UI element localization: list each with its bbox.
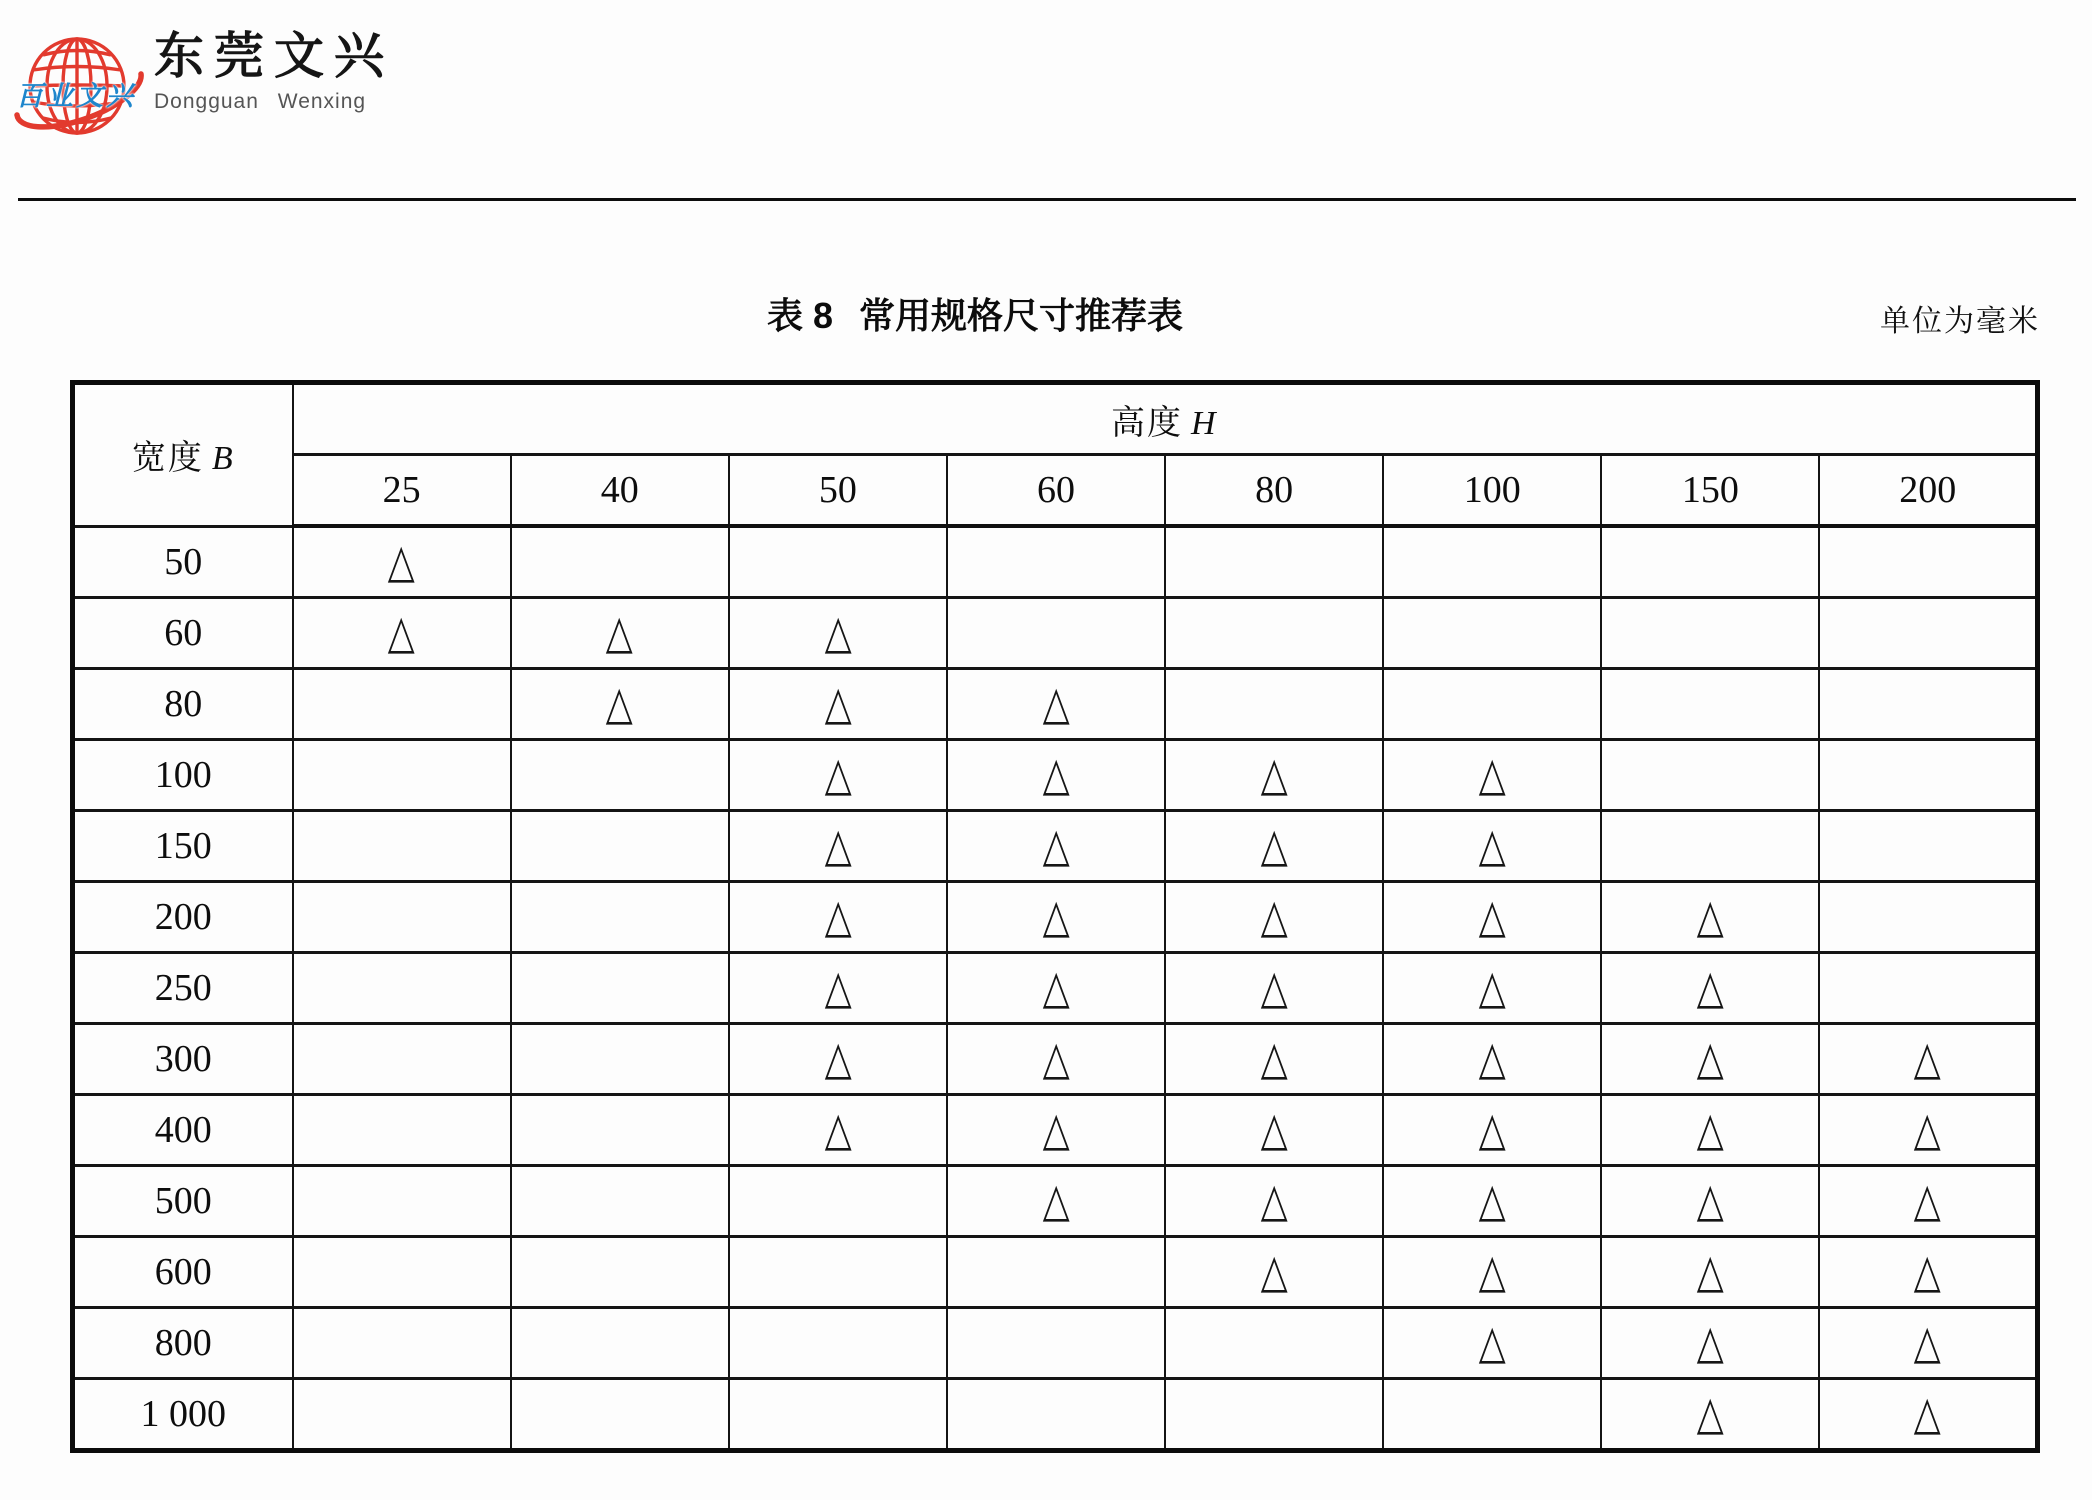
cell-marked [1165, 1095, 1383, 1166]
triangle-marker-icon: △ [1914, 1314, 1942, 1370]
cell-empty [293, 1024, 511, 1095]
triangle-marker-icon: △ [1260, 888, 1288, 944]
cell-marked [1165, 1237, 1383, 1308]
triangle-marker-icon: △ [824, 1030, 852, 1086]
triangle-marker-icon: △ [1478, 1314, 1506, 1370]
group-header-height-h [293, 383, 2038, 455]
triangle-marker-icon: △ [1914, 1172, 1942, 1228]
cell-marked [1601, 882, 1819, 953]
cell-marked [1383, 1237, 1601, 1308]
col-header-100: 100 [1383, 455, 1601, 527]
triangle-marker-icon: △ [1260, 1243, 1288, 1299]
cell-marked [729, 811, 947, 882]
company-name-block [154, 30, 394, 114]
triangle-marker-icon: △ [824, 817, 852, 873]
cell-empty [1165, 526, 1383, 598]
triangle-marker-icon: △ [1260, 817, 1288, 873]
cell-empty [511, 1024, 729, 1095]
triangle-marker-icon: △ [824, 604, 852, 660]
triangle-marker-icon: △ [824, 675, 852, 731]
triangle-marker-icon: △ [1042, 1172, 1070, 1228]
cell-empty [293, 1095, 511, 1166]
cell-marked [1601, 1308, 1819, 1379]
triangle-marker-icon: △ [1914, 1101, 1942, 1157]
triangle-marker-icon: △ [1914, 1030, 1942, 1086]
group-header-row [73, 383, 2038, 455]
table-body [73, 526, 2038, 1451]
cell-empty [293, 1379, 511, 1451]
cell-marked [1819, 1379, 2037, 1451]
cell-marked [1601, 1379, 1819, 1451]
cell-empty [511, 1237, 729, 1308]
corner-symbol: B [211, 440, 235, 478]
cell-empty [1819, 953, 2037, 1024]
cell-empty [1383, 669, 1601, 740]
cell-empty [1383, 1379, 1601, 1451]
cell-empty [511, 1166, 729, 1237]
triangle-marker-icon: △ [1478, 817, 1506, 873]
cell-marked [1819, 1237, 2037, 1308]
cell-empty [511, 740, 729, 811]
row-header-width: 60 [73, 598, 293, 669]
triangle-marker-icon: △ [1478, 1101, 1506, 1157]
cell-empty [293, 882, 511, 953]
triangle-marker-icon: △ [1696, 1172, 1724, 1228]
cell-marked [293, 598, 511, 669]
corner-header-width-b [73, 383, 293, 527]
table-row [73, 1024, 2038, 1095]
cell-empty [1165, 669, 1383, 740]
triangle-marker-icon: △ [1696, 1101, 1724, 1157]
cell-marked [729, 598, 947, 669]
cell-empty [511, 1308, 729, 1379]
col-header-25: 25 [293, 455, 511, 527]
table-header [73, 383, 2038, 527]
triangle-marker-icon: △ [1042, 1101, 1070, 1157]
unit-note: 单位为毫米 [1880, 305, 2040, 338]
table-row [73, 1237, 2038, 1308]
table-row [73, 1095, 2038, 1166]
cell-empty [729, 1237, 947, 1308]
globe-overlay-text: 百业文兴 [16, 81, 136, 111]
triangle-marker-icon: △ [606, 604, 634, 660]
cell-empty [947, 1237, 1165, 1308]
cell-marked [1165, 1024, 1383, 1095]
cell-empty [293, 669, 511, 740]
triangle-marker-icon: △ [1260, 959, 1288, 1015]
cell-empty [293, 740, 511, 811]
cell-marked [947, 811, 1165, 882]
row-header-width: 600 [73, 1237, 293, 1308]
cell-marked [511, 598, 729, 669]
col-header-60: 60 [947, 455, 1165, 527]
cell-empty [511, 1095, 729, 1166]
cell-marked [729, 1095, 947, 1166]
cell-empty [1819, 526, 2037, 598]
triangle-marker-icon: △ [1478, 888, 1506, 944]
header-divider [18, 198, 2076, 201]
table-row [73, 1308, 2038, 1379]
triangle-marker-icon: △ [1914, 1243, 1942, 1299]
group-label: 高度 [1110, 404, 1183, 442]
cell-marked [947, 669, 1165, 740]
triangle-marker-icon: △ [824, 959, 852, 1015]
cell-empty [293, 1166, 511, 1237]
col-header-40: 40 [511, 455, 729, 527]
cell-marked [1383, 953, 1601, 1024]
cell-marked [1165, 740, 1383, 811]
triangle-marker-icon: △ [1042, 746, 1070, 802]
cell-empty [1819, 740, 2037, 811]
cell-empty [511, 811, 729, 882]
cell-marked [1819, 1024, 2037, 1095]
triangle-marker-icon: △ [1696, 888, 1724, 944]
corner-label: 宽度 [131, 440, 204, 478]
cell-empty [1165, 598, 1383, 669]
col-header-200: 200 [1819, 455, 2037, 527]
cell-marked [1165, 882, 1383, 953]
cell-empty [1383, 598, 1601, 669]
company-name-en: Dongguan Wenxing [154, 90, 367, 113]
table-row [73, 740, 2038, 811]
triangle-marker-icon: △ [1260, 1030, 1288, 1086]
cell-empty [729, 1379, 947, 1451]
row-header-width: 80 [73, 669, 293, 740]
row-header-width: 800 [73, 1308, 293, 1379]
triangle-marker-icon: △ [1042, 959, 1070, 1015]
triangle-marker-icon: △ [1478, 1243, 1506, 1299]
cell-marked [1819, 1095, 2037, 1166]
triangle-marker-icon: △ [1478, 746, 1506, 802]
cell-empty [1165, 1308, 1383, 1379]
cell-marked [1601, 1166, 1819, 1237]
table-row [73, 882, 2038, 953]
cell-marked [1601, 1237, 1819, 1308]
triangle-marker-icon: △ [1696, 1314, 1724, 1370]
cell-empty [729, 1166, 947, 1237]
triangle-marker-icon: △ [1042, 1030, 1070, 1086]
triangle-marker-icon: △ [824, 1101, 852, 1157]
cell-empty [1601, 598, 1819, 669]
table-row [73, 669, 2038, 740]
cell-marked [1383, 1166, 1601, 1237]
height-values-row [73, 455, 2038, 527]
cell-empty [947, 526, 1165, 598]
cell-marked [511, 669, 729, 740]
cell-empty [1601, 526, 1819, 598]
cell-empty [947, 598, 1165, 669]
triangle-marker-icon: △ [1914, 1385, 1942, 1441]
row-header-width: 400 [73, 1095, 293, 1166]
cell-marked [947, 1166, 1165, 1237]
row-header-width: 250 [73, 953, 293, 1024]
cell-empty [1383, 526, 1601, 598]
cell-empty [1165, 1379, 1383, 1451]
triangle-marker-icon: △ [1478, 959, 1506, 1015]
triangle-marker-icon: △ [1042, 817, 1070, 873]
row-header-width: 500 [73, 1166, 293, 1237]
cell-marked [1165, 811, 1383, 882]
cell-empty [947, 1308, 1165, 1379]
table-row [73, 1166, 2038, 1237]
cell-empty [1819, 598, 2037, 669]
triangle-marker-icon: △ [388, 533, 416, 589]
cell-marked [1383, 1024, 1601, 1095]
cell-empty [1819, 669, 2037, 740]
cell-marked [1165, 953, 1383, 1024]
cell-empty [293, 811, 511, 882]
row-header-width: 300 [73, 1024, 293, 1095]
col-header-150: 150 [1601, 455, 1819, 527]
cell-marked [1383, 1095, 1601, 1166]
cell-marked [729, 882, 947, 953]
triangle-marker-icon: △ [1260, 1172, 1288, 1228]
spec-table [70, 380, 2040, 1453]
cell-marked [947, 953, 1165, 1024]
triangle-marker-icon: △ [1478, 1172, 1506, 1228]
table-row [73, 1379, 2038, 1451]
cell-empty [293, 1237, 511, 1308]
cell-marked [1165, 1166, 1383, 1237]
row-header-width: 100 [73, 740, 293, 811]
table-row [73, 598, 2038, 669]
triangle-marker-icon: △ [1042, 675, 1070, 731]
table-number: 表 8 [766, 295, 834, 336]
cell-marked [1601, 953, 1819, 1024]
cell-marked [729, 1024, 947, 1095]
table-title: 常用规格尺寸推荐表 [859, 295, 1184, 336]
cell-empty [1601, 669, 1819, 740]
cell-empty [947, 1379, 1165, 1451]
cell-empty [293, 1308, 511, 1379]
table-row [73, 526, 2038, 598]
cell-empty [511, 953, 729, 1024]
cell-marked [947, 1024, 1165, 1095]
company-logo [14, 8, 574, 138]
cell-marked [1383, 811, 1601, 882]
cell-empty [729, 526, 947, 598]
triangle-marker-icon: △ [1260, 746, 1288, 802]
triangle-marker-icon: △ [1696, 959, 1724, 1015]
triangle-marker-icon: △ [824, 888, 852, 944]
table-row [73, 953, 2038, 1024]
table-caption [767, 288, 1183, 339]
cell-marked [947, 882, 1165, 953]
cell-empty [511, 1379, 729, 1451]
cell-empty [1819, 811, 2037, 882]
col-header-80: 80 [1165, 455, 1383, 527]
triangle-marker-icon: △ [1260, 1101, 1288, 1157]
cell-empty [511, 526, 729, 598]
row-header-width: 200 [73, 882, 293, 953]
cell-marked [947, 740, 1165, 811]
cell-empty [729, 1308, 947, 1379]
cell-marked [947, 1095, 1165, 1166]
row-header-width: 50 [73, 526, 293, 598]
cell-marked [729, 669, 947, 740]
company-name-cn: 东莞文兴 [154, 28, 394, 84]
triangle-marker-icon: △ [1696, 1030, 1724, 1086]
col-header-50: 50 [729, 455, 947, 527]
table-row [73, 811, 2038, 882]
cell-marked [293, 526, 511, 598]
cell-empty [293, 953, 511, 1024]
cell-empty [1819, 882, 2037, 953]
cell-marked [1601, 1024, 1819, 1095]
cell-marked [729, 953, 947, 1024]
cell-marked [1383, 882, 1601, 953]
triangle-marker-icon: △ [1696, 1385, 1724, 1441]
cell-marked [1819, 1166, 2037, 1237]
cell-empty [1601, 740, 1819, 811]
triangle-marker-icon: △ [388, 604, 416, 660]
triangle-marker-icon: △ [606, 675, 634, 731]
triangle-marker-icon: △ [824, 746, 852, 802]
row-header-width: 150 [73, 811, 293, 882]
cell-marked [1601, 1095, 1819, 1166]
cell-marked [729, 740, 947, 811]
triangle-marker-icon: △ [1042, 888, 1070, 944]
row-header-width: 1 000 [73, 1379, 293, 1451]
triangle-marker-icon: △ [1478, 1030, 1506, 1086]
cell-marked [1819, 1308, 2037, 1379]
cell-empty [511, 882, 729, 953]
cell-marked [1383, 740, 1601, 811]
triangle-marker-icon: △ [1696, 1243, 1724, 1299]
group-symbol: H [1190, 404, 1218, 442]
cell-marked [1383, 1308, 1601, 1379]
cell-empty [1601, 811, 1819, 882]
